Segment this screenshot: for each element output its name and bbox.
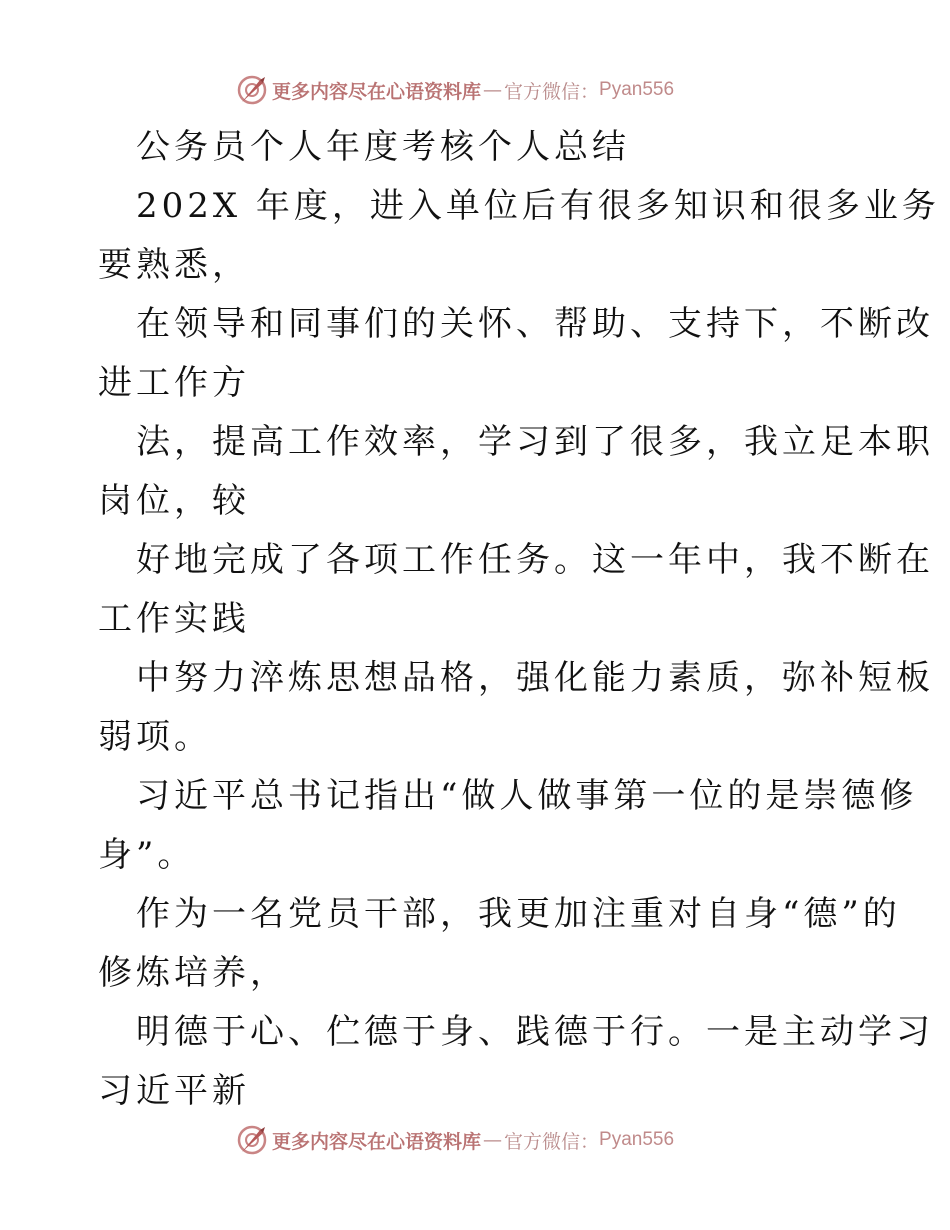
banner-main-text: 更多内容尽在心语资料库	[272, 80, 482, 103]
document-line: 身”。	[98, 835, 196, 875]
document-line: 工作实践	[98, 599, 250, 639]
document-line: 岗位，较	[98, 481, 250, 521]
quill-logo-icon	[236, 1124, 268, 1156]
document-lines	[98, 177, 940, 1121]
document-line: 弱项。	[98, 717, 212, 757]
document-line: 修炼培养，	[98, 953, 288, 993]
document-title: 公务员个人年度考核个人总结	[136, 127, 630, 167]
document-line: 中努力淬炼思想品格，强化能力素质，弥补短板	[136, 658, 934, 698]
quill-logo-icon	[236, 74, 268, 106]
document-line: 法，提高工作效率，学习到了很多，我立足本职	[136, 422, 934, 462]
document-line: 在领导和同事们的关怀、帮助、支持下，不断改	[136, 304, 934, 344]
document-line: 习近平总书记指出“做人做事第一位的是崇德修	[136, 776, 918, 816]
header-banner	[236, 73, 674, 107]
banner-wechat-id: Pyan556	[599, 79, 675, 100]
document-line: 明德于心、伫德于身、践德于行。一是主动学习	[136, 1012, 934, 1052]
banner-dash: —	[483, 79, 503, 101]
banner-sub-text: 官方微信：	[504, 1130, 600, 1153]
banner-main-text: 更多内容尽在心语资料库	[272, 1130, 482, 1153]
banner-sub-text: 官方微信：	[504, 80, 600, 103]
banner-wechat-id: Pyan556	[599, 1129, 675, 1150]
document-line: 作为一名党员干部，我更加注重对自身“德”的	[136, 894, 901, 934]
document-line: 202X 年度，进入单位后有很多知识和很多业务	[136, 186, 940, 226]
document-line: 进工作方	[98, 363, 250, 403]
document-line: 要熟悉，	[98, 245, 250, 285]
document-body	[98, 118, 940, 1121]
banner-dash: —	[483, 1129, 503, 1151]
document-line: 习近平新	[98, 1071, 250, 1111]
footer-banner	[236, 1123, 674, 1157]
document-line: 好地完成了各项工作任务。这一年中，我不断在	[136, 540, 934, 580]
